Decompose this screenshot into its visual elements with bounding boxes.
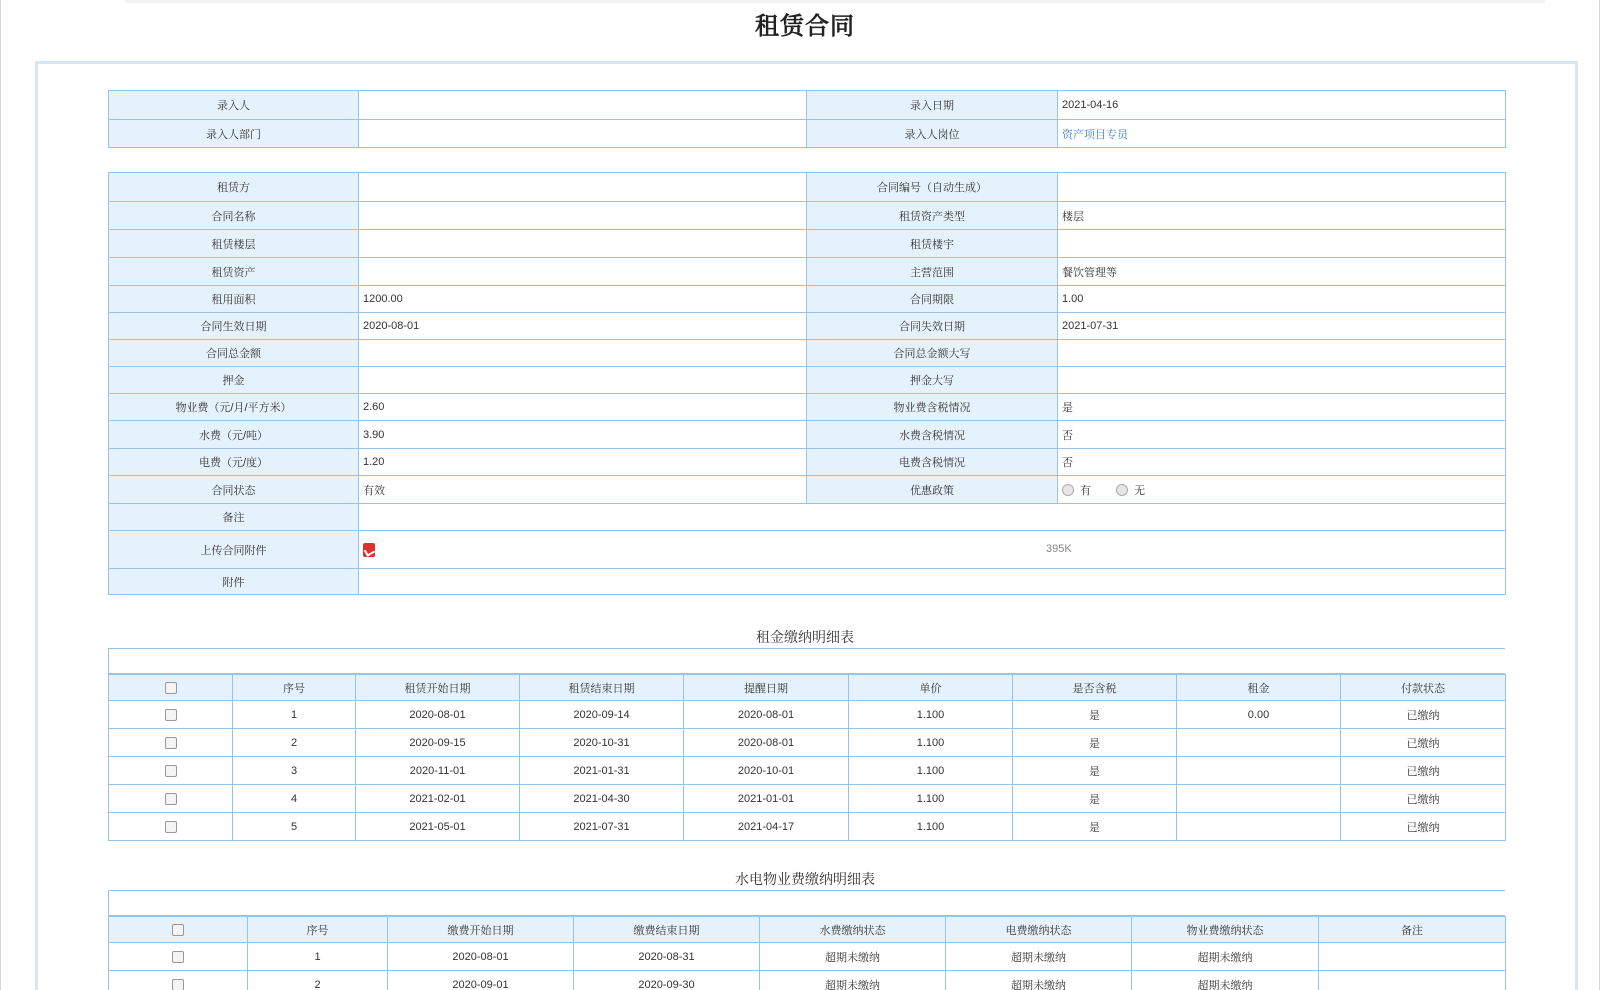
table-cell: 2021-02-01 bbox=[356, 785, 520, 813]
table-cell: 已缴纳 bbox=[1341, 729, 1506, 757]
table-cell: 2021-04-17 bbox=[684, 813, 849, 841]
table-cell: 2020-08-31 bbox=[574, 943, 760, 971]
table-cell: 超期未缴纳 bbox=[1132, 971, 1319, 990]
table-cell: 2020-09-30 bbox=[574, 971, 760, 990]
discount-yes-radio[interactable] bbox=[1062, 484, 1074, 496]
utility-col-header: 缴费开始日期 bbox=[388, 917, 574, 943]
power-tax-value: 否 bbox=[1058, 449, 1506, 476]
row-checkbox[interactable] bbox=[172, 951, 184, 963]
table-cell: 是 bbox=[1013, 813, 1177, 841]
top-shade bbox=[125, 0, 1545, 3]
table-cell: 1.100 bbox=[849, 729, 1013, 757]
status-label: 合同状态 bbox=[109, 476, 359, 504]
asset-value bbox=[359, 258, 807, 286]
utility-table-title: 水电物业费缴纳明细表 bbox=[735, 871, 875, 887]
table-cell: 2021-01-31 bbox=[520, 757, 684, 785]
power-fee-value: 1.20 bbox=[359, 449, 807, 476]
deposit-upper-label: 押金大写 bbox=[807, 367, 1058, 394]
table-cell: 2021-07-31 bbox=[520, 813, 684, 841]
table-cell: 2020-08-01 bbox=[388, 943, 574, 971]
row-checkbox[interactable] bbox=[165, 765, 177, 777]
table-cell: 2 bbox=[233, 729, 356, 757]
table-cell bbox=[1319, 971, 1506, 990]
row-checkbox[interactable] bbox=[165, 793, 177, 805]
row-checkbox[interactable] bbox=[165, 709, 177, 721]
contract-name-value bbox=[359, 202, 807, 230]
power-fee-label: 电费（元/度） bbox=[109, 449, 359, 476]
table-cell: 是 bbox=[1013, 785, 1177, 813]
table-cell: 2020-10-31 bbox=[520, 729, 684, 757]
property-tax-value: 是 bbox=[1058, 394, 1506, 421]
entry-date-label: 录入日期 bbox=[807, 91, 1058, 120]
table-cell: 0.00 bbox=[1177, 701, 1341, 729]
water-fee-value: 3.90 bbox=[359, 421, 807, 449]
contract-number-label: 合同编号（自动生成） bbox=[807, 173, 1058, 202]
rent-col-header: 单价 bbox=[849, 675, 1013, 701]
row-select[interactable] bbox=[109, 813, 233, 841]
asset-type-label: 租赁资产类型 bbox=[807, 202, 1058, 230]
rent-col-header: 租赁结束日期 bbox=[520, 675, 684, 701]
table-cell: 已缴纳 bbox=[1341, 757, 1506, 785]
discount-label: 优惠政策 bbox=[807, 476, 1058, 504]
row-select[interactable] bbox=[109, 757, 233, 785]
utility-col-header: 备注 bbox=[1319, 917, 1506, 943]
rent-col-header: 租赁开始日期 bbox=[356, 675, 520, 701]
table-cell: 超期未缴纳 bbox=[760, 943, 946, 971]
table-cell bbox=[1319, 943, 1506, 971]
water-fee-label: 水费（元/吨） bbox=[109, 421, 359, 449]
remark-value bbox=[359, 504, 1506, 531]
table-cell: 4 bbox=[233, 785, 356, 813]
contract-number-value bbox=[1058, 173, 1506, 202]
table-row[interactable] bbox=[109, 757, 1506, 785]
discount-yes-label: 有 bbox=[1080, 484, 1091, 497]
table-cell: 1.100 bbox=[849, 701, 1013, 729]
scope-value: 餐饮管理等 bbox=[1058, 258, 1506, 286]
select-all-checkbox[interactable] bbox=[165, 682, 177, 694]
building-value bbox=[1058, 230, 1506, 258]
page-title: 租赁合同 bbox=[755, 11, 855, 40]
rent-col-header: 付款状态 bbox=[1341, 675, 1506, 701]
table-cell: 超期未缴纳 bbox=[946, 971, 1132, 990]
entrant-value bbox=[359, 91, 807, 120]
contract-details-table bbox=[108, 172, 1506, 595]
table-cell: 5 bbox=[233, 813, 356, 841]
table-cell: 2020-10-01 bbox=[684, 757, 849, 785]
table-cell: 2 bbox=[248, 971, 388, 990]
table-cell: 超期未缴纳 bbox=[1132, 943, 1319, 971]
table-cell: 2020-08-01 bbox=[684, 701, 849, 729]
term-value: 1.00 bbox=[1058, 286, 1506, 313]
table-cell bbox=[1177, 813, 1341, 841]
discount-no-radio[interactable] bbox=[1116, 484, 1128, 496]
table-cell: 是 bbox=[1013, 729, 1177, 757]
total-amount-upper-label: 合同总金额大写 bbox=[807, 340, 1058, 367]
table-cell: 3 bbox=[233, 757, 356, 785]
rent-col-header: 提醒日期 bbox=[684, 675, 849, 701]
utility-select-all[interactable] bbox=[109, 917, 248, 943]
utility-table-toolbar bbox=[108, 890, 1505, 916]
table-cell: 已缴纳 bbox=[1341, 813, 1506, 841]
utility-col-header: 物业费缴纳状态 bbox=[1132, 917, 1319, 943]
asset-label: 租赁资产 bbox=[109, 258, 359, 286]
power-tax-label: 电费含税情况 bbox=[807, 449, 1058, 476]
deposit-label: 押金 bbox=[109, 367, 359, 394]
floor-value bbox=[359, 230, 807, 258]
rent-col-header: 序号 bbox=[233, 675, 356, 701]
utility-col-header: 缴费结束日期 bbox=[574, 917, 760, 943]
building-label: 租赁楼宇 bbox=[807, 230, 1058, 258]
table-cell: 2021-01-01 bbox=[684, 785, 849, 813]
table-cell: 已缴纳 bbox=[1341, 785, 1506, 813]
utility-col-header: 水费缴纳状态 bbox=[760, 917, 946, 943]
lessee-label: 租赁方 bbox=[109, 173, 359, 202]
end-date-value: 2021-07-31 bbox=[1058, 313, 1506, 340]
entrant-label: 录入人 bbox=[109, 91, 359, 120]
end-date-label: 合同失效日期 bbox=[807, 313, 1058, 340]
table-cell: 2020-08-01 bbox=[356, 701, 520, 729]
row-select[interactable] bbox=[109, 943, 248, 971]
table-cell: 是 bbox=[1013, 757, 1177, 785]
utility-payment-table bbox=[108, 916, 1506, 990]
entrant-dept-label: 录入人部门 bbox=[109, 120, 359, 148]
table-row[interactable] bbox=[109, 785, 1506, 813]
table-cell: 1.100 bbox=[849, 813, 1013, 841]
entrant-post-value[interactable]: 资产项目专员 bbox=[1058, 120, 1506, 148]
table-row[interactable] bbox=[109, 729, 1506, 757]
deposit-value bbox=[359, 367, 807, 394]
contract-name-label: 合同名称 bbox=[109, 202, 359, 230]
start-date-value: 2020-08-01 bbox=[359, 313, 807, 340]
table-cell: 1 bbox=[233, 701, 356, 729]
water-tax-label: 水费含税情况 bbox=[807, 421, 1058, 449]
table-row[interactable] bbox=[109, 813, 1506, 841]
table-row[interactable] bbox=[109, 701, 1506, 729]
water-tax-value: 否 bbox=[1058, 421, 1506, 449]
rent-payment-table bbox=[108, 674, 1506, 841]
table-cell bbox=[1177, 729, 1341, 757]
row-select[interactable] bbox=[109, 701, 233, 729]
rent-col-header: 是否含税 bbox=[1013, 675, 1177, 701]
rent-table-toolbar bbox=[108, 648, 1505, 674]
entry-date-value: 2021-04-16 bbox=[1058, 91, 1506, 120]
property-tax-label: 物业费含税情况 bbox=[807, 394, 1058, 421]
pdf-file-icon[interactable] bbox=[363, 543, 375, 557]
total-amount-upper-value bbox=[1058, 340, 1506, 367]
table-cell: 超期未缴纳 bbox=[760, 971, 946, 990]
table-cell bbox=[1177, 785, 1341, 813]
table-cell: 2020-09-14 bbox=[520, 701, 684, 729]
table-cell: 1.100 bbox=[849, 757, 1013, 785]
total-amount-value bbox=[359, 340, 807, 367]
utility-col-header: 电费缴纳状态 bbox=[946, 917, 1132, 943]
area-label: 租用面积 bbox=[109, 286, 359, 313]
start-date-label: 合同生效日期 bbox=[109, 313, 359, 340]
upload-file-size: 395K bbox=[1046, 543, 1072, 555]
upload-cell bbox=[359, 531, 1506, 569]
entry-info-table bbox=[108, 90, 1506, 148]
table-cell: 是 bbox=[1013, 701, 1177, 729]
term-label: 合同期限 bbox=[807, 286, 1058, 313]
entrant-post-label: 录入人岗位 bbox=[807, 120, 1058, 148]
table-cell: 2021-05-01 bbox=[356, 813, 520, 841]
table-cell bbox=[1177, 757, 1341, 785]
asset-type-value: 楼层 bbox=[1058, 202, 1506, 230]
discount-options bbox=[1058, 476, 1506, 504]
scope-label: 主营范围 bbox=[807, 258, 1058, 286]
utility-col-header: 序号 bbox=[248, 917, 388, 943]
row-checkbox[interactable] bbox=[172, 979, 184, 990]
table-cell: 2020-09-15 bbox=[356, 729, 520, 757]
row-checkbox[interactable] bbox=[165, 821, 177, 833]
rent-col-header: 租金 bbox=[1177, 675, 1341, 701]
row-select[interactable] bbox=[109, 785, 233, 813]
total-amount-label: 合同总金额 bbox=[109, 340, 359, 367]
row-select[interactable] bbox=[109, 729, 233, 757]
discount-no-label: 无 bbox=[1134, 484, 1146, 497]
deposit-upper-value bbox=[1058, 367, 1506, 394]
row-checkbox[interactable] bbox=[165, 737, 177, 749]
lessee-value bbox=[359, 173, 807, 202]
table-cell: 2021-04-30 bbox=[520, 785, 684, 813]
select-all-checkbox[interactable] bbox=[172, 924, 184, 936]
attachment-value bbox=[359, 569, 1506, 595]
table-cell: 2020-11-01 bbox=[356, 757, 520, 785]
table-cell: 超期未缴纳 bbox=[946, 943, 1132, 971]
entrant-dept-value bbox=[359, 120, 807, 148]
table-cell: 2020-08-01 bbox=[684, 729, 849, 757]
rent-table-title: 租金缴纳明细表 bbox=[756, 629, 854, 645]
table-row[interactable] bbox=[109, 943, 1506, 971]
upload-label: 上传合同附件 bbox=[109, 531, 359, 569]
table-cell: 已缴纳 bbox=[1341, 701, 1506, 729]
table-cell: 1 bbox=[248, 943, 388, 971]
floor-label: 租赁楼层 bbox=[109, 230, 359, 258]
rent-select-all[interactable] bbox=[109, 675, 233, 701]
table-cell: 1.100 bbox=[849, 785, 1013, 813]
table-cell: 2020-09-01 bbox=[388, 971, 574, 990]
attachment-label: 附件 bbox=[109, 569, 359, 595]
row-select[interactable] bbox=[109, 971, 248, 990]
status-value: 有效 bbox=[359, 476, 807, 504]
remark-label: 备注 bbox=[109, 504, 359, 531]
table-row[interactable] bbox=[109, 971, 1506, 990]
property-fee-value: 2.60 bbox=[359, 394, 807, 421]
property-fee-label: 物业费（元/月/平方米） bbox=[109, 394, 359, 421]
area-value: 1200.00 bbox=[359, 286, 807, 313]
